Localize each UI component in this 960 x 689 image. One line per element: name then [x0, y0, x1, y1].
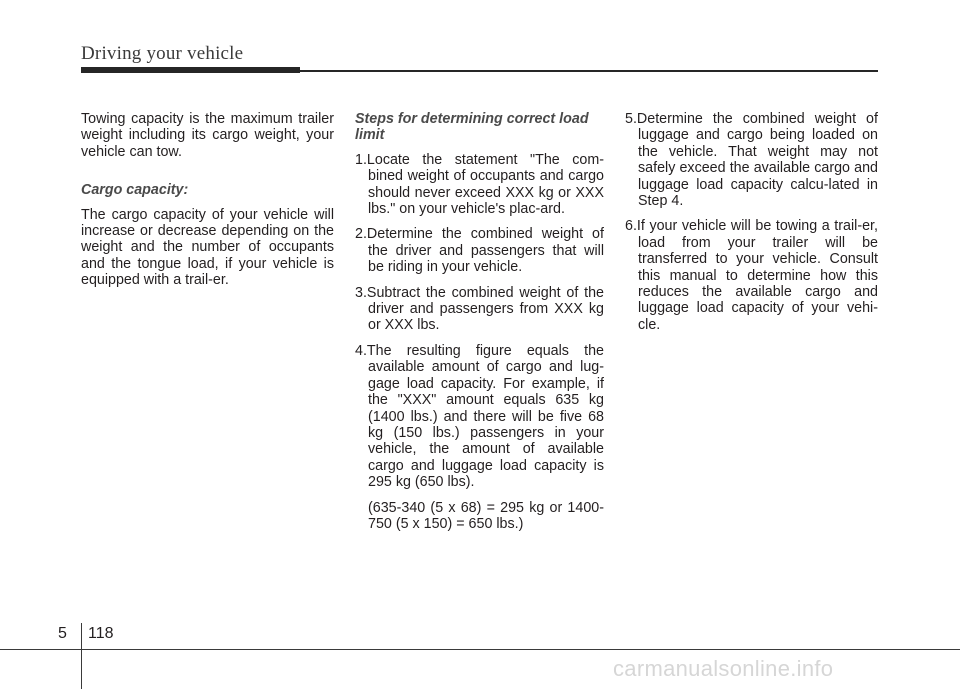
load-limit-step-3: 3.Subtract the combined weight of the driver and passengers from XXX kg or XXX lbs.: [355, 284, 604, 334]
towing-capacity-paragraph: Towing capacity is the maximum trailer weight including its cargo weight, your vehicle can tow.: [81, 111, 334, 160]
header-rule-thick: [81, 67, 300, 73]
column-1: [81, 111, 334, 299]
load-calculation-example: (635-340 (5 x 68) = 295 kg or 1400-750 (5 x 150) = 650 lbs.): [368, 499, 604, 532]
load-limit-step-6: 6.If your vehicle will be towing a trail-er, load from your trailer will be transferred to your vehicle. Consult this manual to determine how this reduces the available cargo and luggage load capacity of your vehi-cle.: [625, 218, 878, 333]
load-limit-step-4: 4.The resulting figure equals the available amount of cargo and lug-gage load capacity. For example, if the "XXX" amount equals 635 kg (1400 lbs.) and there will be five 68 kg (150 lbs.) passengers in your vehicle, the amount of available cargo and luggage load capacity is 295 kg (650 lbs).: [355, 342, 604, 491]
column-2: [355, 111, 604, 532]
cargo-capacity-heading: Cargo capacity:: [81, 182, 189, 199]
cargo-capacity-paragraph: The cargo capacity of your vehicle will increase or decrease depending on the weight and the number of occupants and the tongue load, if your vehicle is equipped with a trail-er.: [81, 206, 334, 289]
column-3: [625, 111, 878, 342]
page-header-title: Driving your vehicle: [81, 43, 244, 64]
site-watermark: carmanualsonline.info: [613, 656, 834, 681]
chapter-number: 5: [58, 625, 67, 642]
load-limit-step-5: 5.Determine the combined weight of luggage and cargo being loaded on the vehicle. That weight may not safely exceed the available cargo and luggage load capacity calcu-lated in Step 4.: [625, 111, 878, 210]
page-number: 118: [88, 625, 114, 642]
load-limit-heading: Steps for determining correct load limit: [355, 111, 589, 144]
header-rule-thin: [300, 70, 878, 72]
load-limit-step-2: 2.Determine the combined weight of the driver and passengers that will be riding in your vehicle.: [355, 226, 604, 276]
load-limit-step-1: 1.Locate the statement "The com-bined weight of occupants and cargo should never exceed XXX kg or XXX lbs." on your vehicle's plac-ard.: [355, 151, 604, 218]
footer-rule: [0, 649, 960, 650]
footer-divider: [81, 623, 82, 689]
